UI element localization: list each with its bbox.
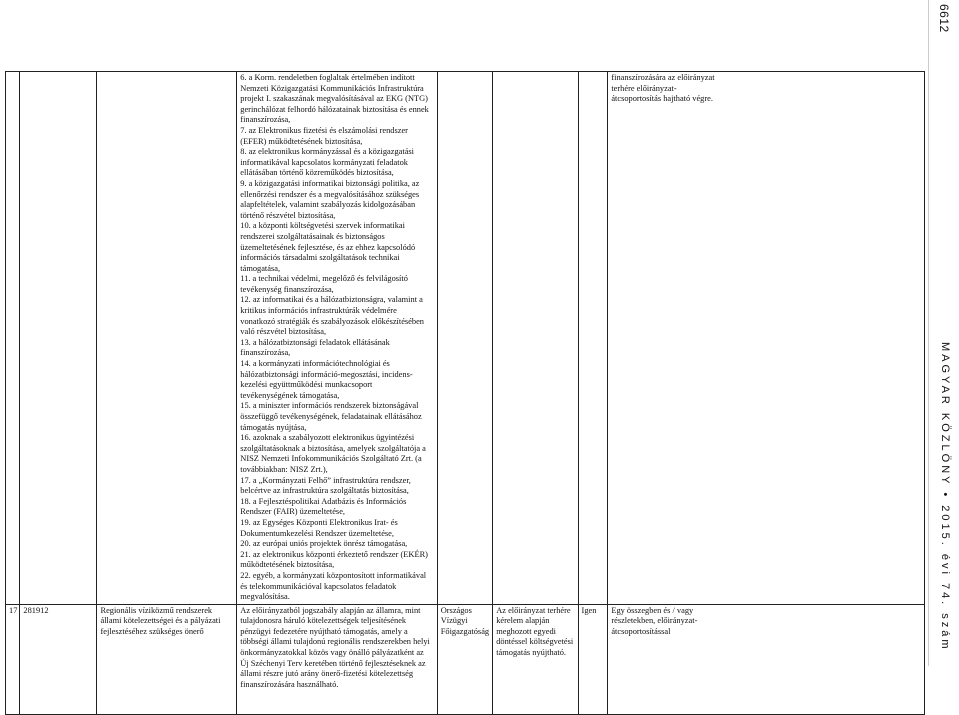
purpose-line: hálózatbiztonsági információ-megosztási, incidens- bbox=[240, 369, 413, 379]
purpose-line: támogatása, bbox=[240, 263, 281, 273]
purpose-list bbox=[240, 73, 433, 603]
purpose-line: 15. a miniszter információs rendszerek biztonságával bbox=[240, 401, 419, 411]
purpose-line: belcértve az infrastruktúra szolgáltatás biztosítása, bbox=[240, 486, 409, 496]
purpose-line: projekt I. szakaszának megvalósításával az EKG (NTG) bbox=[240, 94, 428, 104]
cell-empty-number bbox=[6, 72, 20, 605]
purpose-line: rendszerei szolgáltatásainak és biztonságos bbox=[240, 231, 385, 241]
row-legal-basis: Az előirányzatból jogszabály alapján az államra, mint tulajdonosra háruló kötelezettségek teljesítésének pénzügyi fedezetére nyújtható támogatás, amely a többségi állami tulajdonú regionális rendszerekben helyi önkormányzatokkal közös vagy önálló pályázatként az Új Széchenyi Terv keretében történő fejlesztéseknek az állami részre jutó arány önerő-fizetési kötelezettség finanszírozására használható. bbox=[237, 604, 437, 714]
row-title: Regionális víziközmű rendszerek állami kötelezettségei és a pályázati fejlesztéséhez szükséges önerő bbox=[97, 604, 237, 714]
purpose-line: Rendszer (FAIR) üzemeltetése, bbox=[240, 507, 346, 517]
purpose-line: 8. az elektronikus kormányzással és a közigazgatási bbox=[240, 147, 414, 157]
budget-table bbox=[5, 71, 925, 715]
purpose-line: ellenőrzési rendszer és a megvalósításához szükséges bbox=[240, 189, 420, 199]
purpose-line: 18. a Fejlesztéspolitikai Adatbázis és Információs bbox=[240, 496, 407, 506]
cell-prev-mode bbox=[608, 72, 925, 605]
purpose-line: 12. az informatikai és a hálózatbiztonságra, valamint a bbox=[240, 295, 423, 305]
cell-empty-code bbox=[20, 72, 97, 605]
purpose-line: 13. a hálózatbiztonsági feladatok ellátásának bbox=[240, 337, 390, 347]
purpose-line: 11. a technikai védelmi, megelőző és felvilágosító bbox=[240, 274, 408, 284]
row-beneficiary: Az előirányzat terhére kérelem alapján meghozott egyedi döntéssel költségvetési támogatás nyújtható. bbox=[493, 604, 578, 714]
page-number: 6612 bbox=[937, 4, 951, 33]
purpose-line: kritikus információs infrastruktúrák védelmére bbox=[240, 306, 397, 316]
journal-title: MAGYAR KÖZLÖNY • 2015. évi 74. szám bbox=[939, 342, 951, 652]
purpose-line: működtetésének biztosítása, bbox=[240, 560, 335, 570]
purpose-line: szolgáltatásoknak a biztosítása, amelyek szolgáltatója a bbox=[240, 443, 426, 453]
cell-empty-advance bbox=[578, 72, 608, 605]
purpose-line: továbbiakban: NISZ Zrt.), bbox=[240, 464, 328, 474]
purpose-line: 10. a központi költségvetési szervek informatikai bbox=[240, 221, 405, 231]
purpose-line: 21. az elektronikus központi érkeztető rendszer (EKÉR) bbox=[240, 549, 428, 559]
row-authority: Országos Vízügyi Főigazgatóság bbox=[437, 604, 493, 714]
margin-bar bbox=[928, 0, 957, 666]
purpose-line: tevékenységének támogatása, bbox=[240, 390, 340, 400]
purpose-line: 7. az Elektronikus fizetési és elszámolási rendszer bbox=[240, 125, 408, 135]
purpose-line: Dokumentumkezelési Rendszer üzemeltetése, bbox=[240, 528, 394, 538]
purpose-line: 17. a „Kormányzati Felhő” infrastruktúra rendszer, bbox=[240, 475, 411, 485]
purpose-line: 22. egyéb, a kormányzati központosított informatikával bbox=[240, 570, 427, 580]
purpose-line: gerinchálózat felhordó hálózatainak biztosítása és ennek bbox=[240, 104, 429, 114]
table-row-continuation bbox=[6, 72, 925, 605]
purpose-line: üzemeltetésének fejlesztése, és az ehhez kapcsolódó bbox=[240, 242, 416, 252]
purpose-line: finanszírozása, bbox=[240, 115, 291, 125]
row-advance: Igen bbox=[578, 604, 608, 714]
purpose-line: tevékenység finanszírozása, bbox=[240, 284, 334, 294]
purpose-line: Nemzeti Közigazgatási Kommunikációs Infrastruktúra bbox=[240, 83, 424, 93]
cell-empty-beneficiary bbox=[493, 72, 578, 605]
purpose-line: kezelési együttműködési munkacsoport bbox=[240, 380, 373, 390]
cell-empty-authority bbox=[437, 72, 493, 605]
purpose-line: 19. az Egységes Központi Elektronikus Irat- és bbox=[240, 517, 398, 527]
purpose-line: (EFER) működtetésének biztosítása, bbox=[240, 136, 363, 146]
purpose-line: megvalósítása. bbox=[240, 592, 290, 602]
table-row-17 bbox=[6, 604, 925, 714]
purpose-line: ellátásában történő közreműködés biztosítása, bbox=[240, 168, 394, 178]
purpose-line: vonatkozó stratégiák és szabályozások előkészítésében bbox=[240, 316, 424, 326]
purpose-line: 16. azoknak a szabályozott elektronikus ügyintézési bbox=[240, 433, 415, 443]
purpose-line: összefüggő tevékenységének, feladatainak ellátásához bbox=[240, 412, 422, 421]
purpose-line: alapfeltételek, valamint szabályozás kidolgozásában bbox=[240, 200, 416, 210]
purpose-line: történő részvétel biztosítása, bbox=[240, 210, 336, 220]
purpose-line: 14. a kormányzati információtechnológiai és bbox=[240, 359, 390, 369]
purpose-line: és telekommunikációval kapcsolatos feladatok bbox=[240, 581, 397, 591]
purpose-line: informatikával kapcsolatos kormányzati feladatok bbox=[240, 157, 408, 167]
cell-empty-title bbox=[97, 72, 237, 605]
purpose-line: 9. a közigazgatási informatikai biztonsági politika, az bbox=[240, 178, 420, 188]
prev-mode-text: finanszírozására az előirányzat terhére előirányzat-átcsoportosítás hajtható végre. bbox=[611, 73, 715, 104]
row-number: 17 bbox=[6, 604, 20, 714]
cell-purpose-list bbox=[237, 72, 437, 605]
row-code: 281912 bbox=[20, 604, 97, 714]
purpose-line: finanszírozása, bbox=[240, 348, 291, 358]
purpose-line: információs társadalmi szolgáltatások technikai bbox=[240, 253, 400, 263]
row-mode: Egy összegben és / vagy részletekben, előirányzat-átcsoportosítással bbox=[608, 604, 925, 714]
purpose-line: NISZ Nemzeti Infokommunikációs Szolgáltató Zrt. (a bbox=[240, 454, 422, 464]
purpose-line: támogatás nyújtása, bbox=[240, 422, 307, 432]
purpose-line: 20. az európai uniós projektek önrész támogatása, bbox=[240, 539, 408, 549]
purpose-line: való részvétel biztosítása, bbox=[240, 327, 327, 337]
purpose-line: 6. a Korm. rendeletben foglaltak értelmében indított bbox=[240, 73, 415, 82]
